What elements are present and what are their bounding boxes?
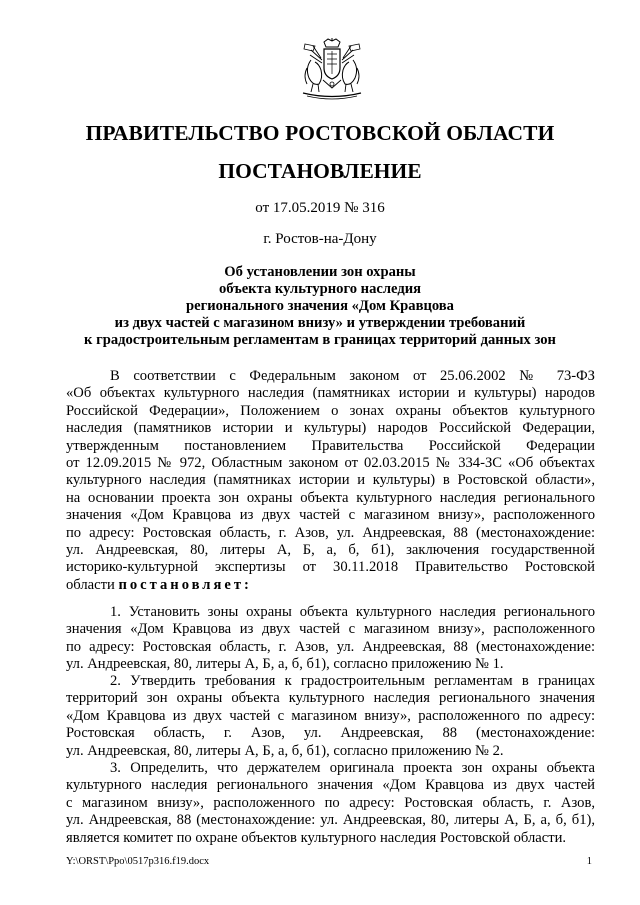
resolution-item-1	[66, 604, 595, 674]
preamble-line: по адресу: Ростовская область, г. Азов, ул. Андреевская, 88 (местонахождение:	[66, 524, 595, 541]
item-line: значения «Дом Кравцова из двух частей с магазином внизу», расположенного	[66, 621, 595, 638]
preamble-line: от 12.09.2015 № 972, Областным законом от 02.03.2015 № 334-ЗС «Об объектах	[66, 454, 595, 471]
item-line: по адресу: Ростовская область, г. Азов, ул. Андреевская, 88 (местонахождение:	[66, 638, 595, 655]
preamble-line: «Об объектах культурного наследия (памятниках истории и культуры) народов	[66, 385, 595, 402]
item-line: является комитет по охране объектов культурного наследия Ростовской области.	[66, 829, 567, 846]
resolution-item-3	[66, 760, 595, 847]
resolution-item-2	[66, 673, 595, 760]
subject-line: регионального значения «Дом Кравцова	[186, 298, 454, 314]
item-line: ул. Андреевская, 80, литеры А, Б, а, б, б1), согласно приложению № 2.	[66, 742, 504, 759]
subject-line: из двух частей с магазином внизу» и утверждении требований	[114, 315, 526, 331]
item-line: с магазином внизу», расположенного по адресу: Ростовская область, г. Азов,	[66, 794, 595, 811]
document-type: ПОСТАНОВЛЕНИЕ	[218, 159, 422, 183]
item-line: культурного наследия регионального значения «Дом Кравцова из двух частей	[66, 777, 595, 794]
item-line: Ростовская область, г. Азов, ул. Андреевская, 88 (местонахождение:	[66, 725, 595, 742]
preamble-line: историко-культурной экспертизы от 30.11.2018 Правительство Ростовской	[66, 559, 595, 576]
preamble-line: наследия (памятников истории и культуры) народов Российской Федерации,	[66, 420, 595, 437]
preamble-line: утвержденным постановлением Правительства Российской Федерации	[66, 437, 595, 454]
document-subject	[0, 264, 640, 349]
coat-of-arms-icon	[293, 38, 371, 100]
government-name: ПРАВИТЕЛЬСТВО РОСТОВСКОЙ ОБЛАСТИ	[85, 121, 555, 145]
preamble-line: Российской Федерации», Положением о зонах охраны объектов культурного	[66, 402, 595, 419]
subject-line: объекта культурного наследия	[218, 281, 422, 297]
resolves-word: постановляет:	[118, 576, 252, 593]
preamble-line: ул. Андреевская, 80, литеры А, Б, а, б, б1), заключения государственной	[66, 541, 595, 558]
subject-line: к градостроительным регламентам в границах территорий данных зон	[84, 332, 556, 348]
subject-line: Об установлении зон охраны	[224, 264, 416, 280]
document-date-number: от 17.05.2019 № 316	[255, 200, 385, 216]
page-number: 1	[586, 856, 592, 867]
item-line: территорий зон охраны объекта культурного наследия регионального значения	[66, 690, 595, 707]
preamble-line: В соответствии с Федеральным законом от 25.06.2002 № 73-ФЗ	[110, 368, 595, 384]
preamble-line: на основании проекта зон охраны объекта культурного наследия регионального	[66, 489, 595, 506]
document-city: г. Ростов-на-Дону	[263, 231, 377, 247]
preamble-line: культурного наследия (памятниках истории и культуры) в Ростовской области»,	[66, 472, 595, 489]
item-line: 1. Установить зоны охраны объекта культурного наследия регионального	[110, 604, 595, 620]
preamble-line: значения «Дом Кравцова из двух частей с магазином внизу», расположенного	[66, 507, 595, 524]
item-line: ул. Андреевская, 80, литеры А, Б, а, б, б1), согласно приложению № 1.	[66, 656, 504, 673]
item-line: ул. Андреевская, 88 (местонахождение: ул. Андреевская, 80, литеры А, Б, а, б, б1),	[66, 812, 595, 829]
item-line: «Дом Кравцова из двух частей с магазином внизу», расположенного по адресу:	[66, 707, 595, 724]
preamble-last-line	[66, 577, 595, 594]
preamble-last-word: области	[66, 576, 115, 593]
preamble-paragraph	[66, 368, 595, 594]
item-line: 3. Определить, что держателем оригинала проекта зон охраны объекта	[110, 760, 595, 776]
item-line: 2. Утвердить требования к градостроительным регламентам в границах	[110, 673, 595, 689]
footer-file-path: Y:\ORST\Ppo\0517p316.f19.docx	[66, 856, 210, 867]
